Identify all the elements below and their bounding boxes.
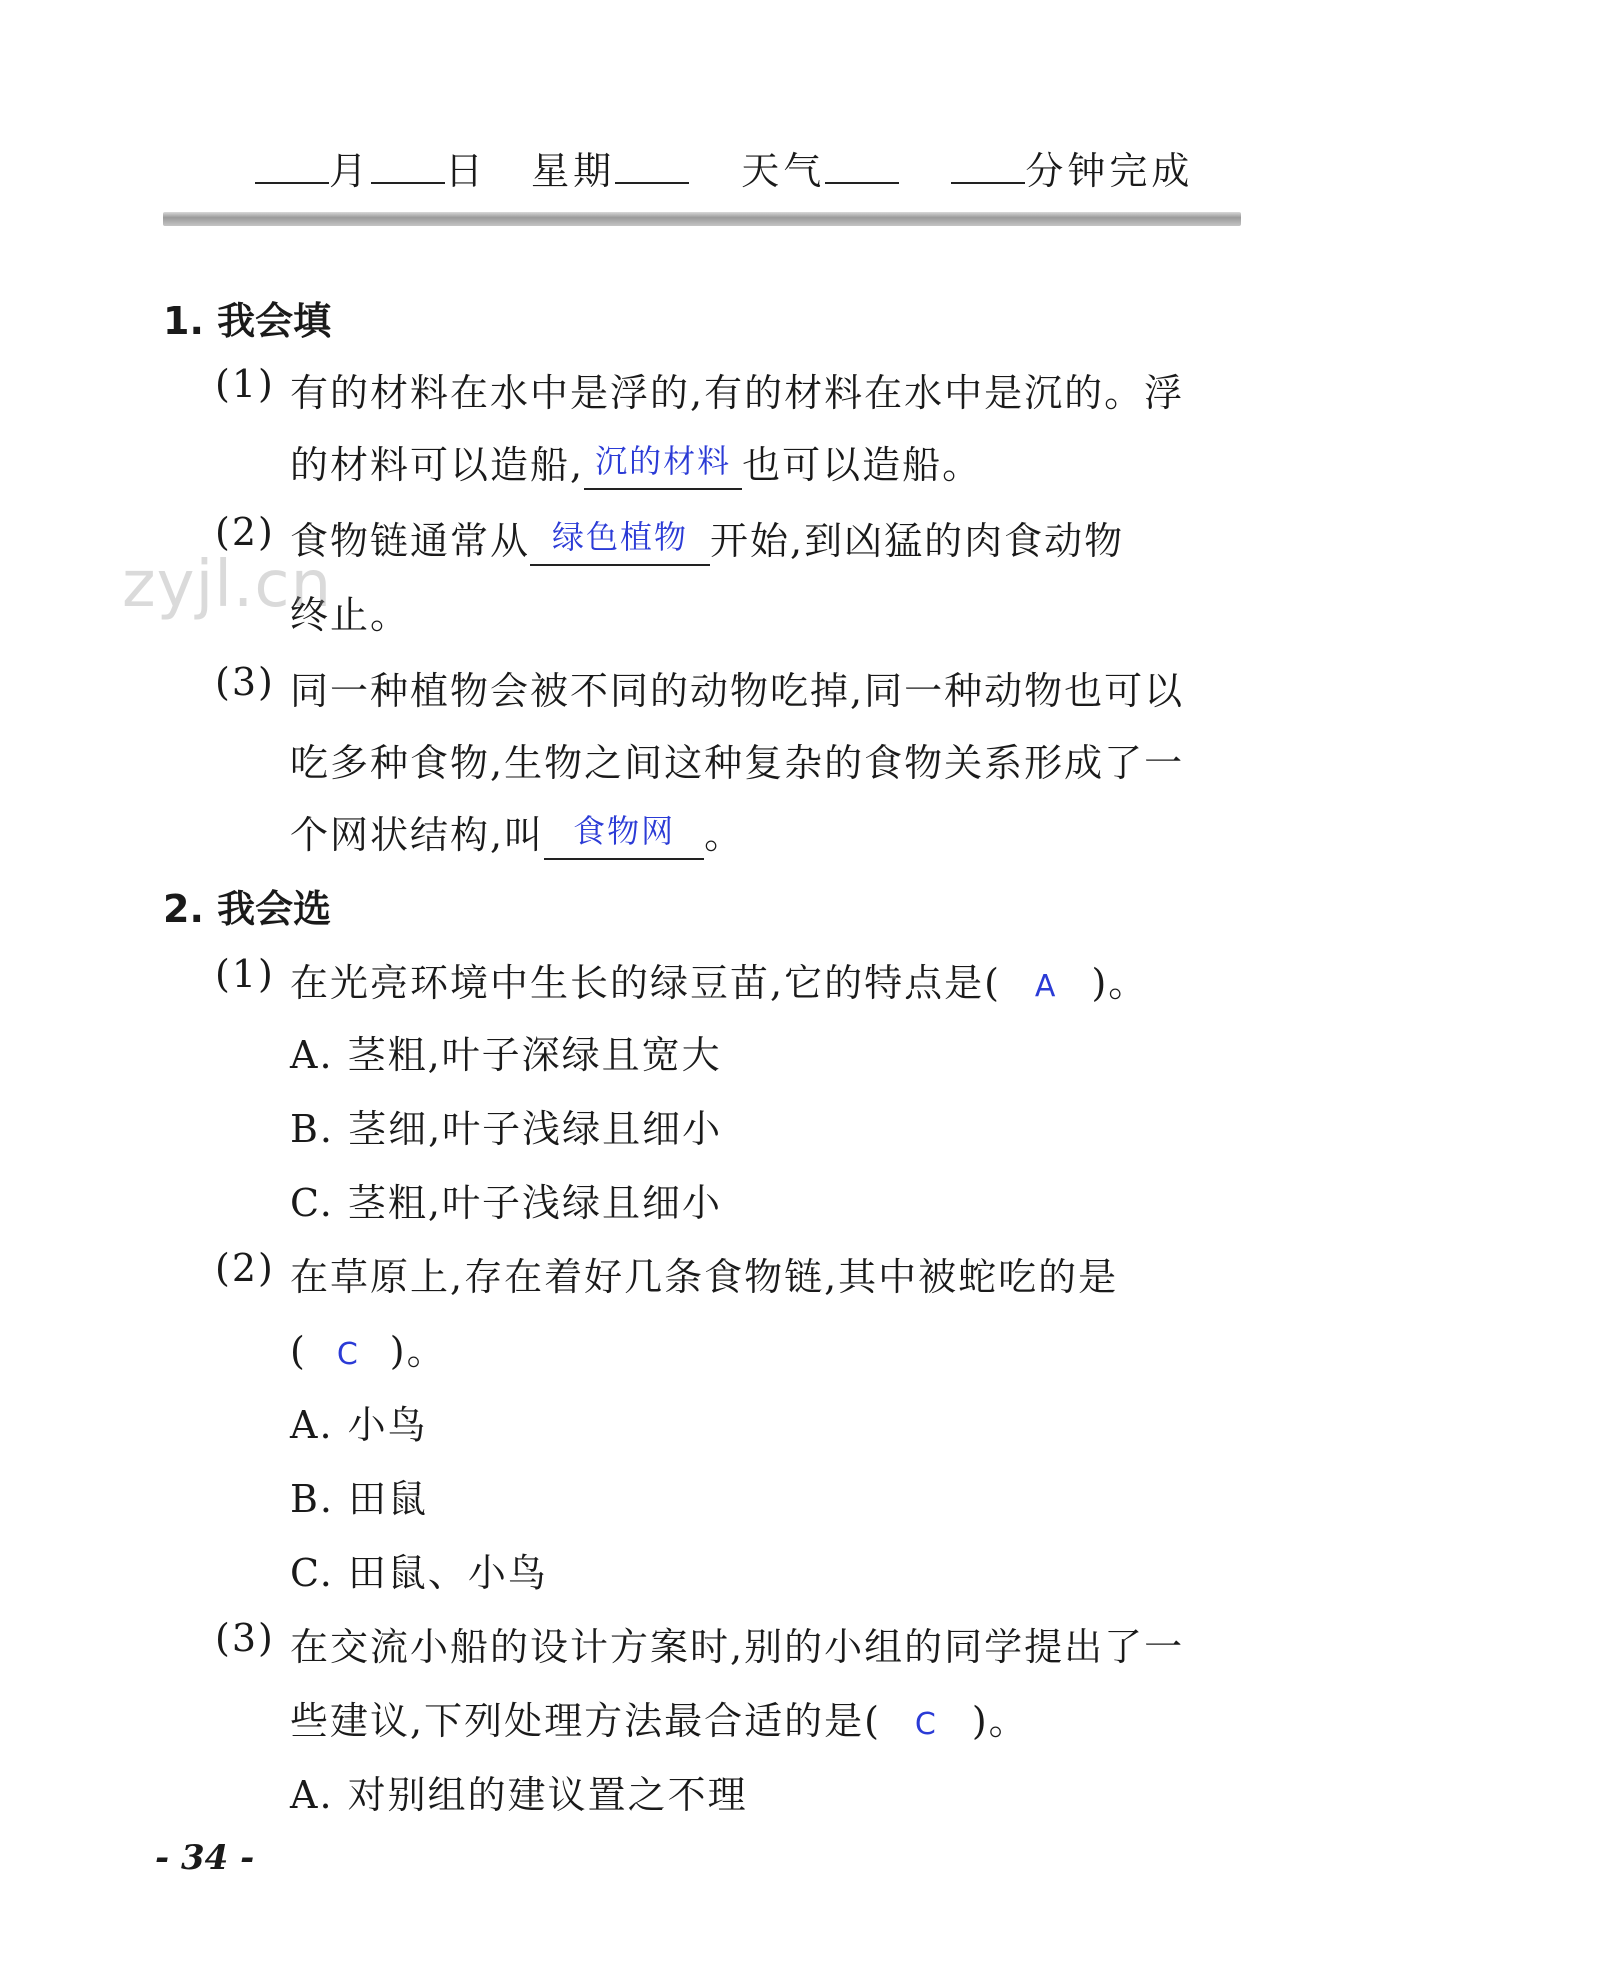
q1-3-line2: 吃多种食物,生物之间这种复杂的食物关系形成了一 — [290, 741, 1185, 785]
q2-1-stem-pre: 在光亮环境中生长的绿豆苗,它的特点是( — [290, 961, 1001, 1005]
q2-2-stem: 在草原上,存在着好几条食物链,其中被蛇吃的是 — [290, 1255, 1119, 1299]
q2-1-stem — [290, 952, 1148, 1007]
q1-2-answer: 绿色植物 — [552, 518, 689, 556]
weather-label: 天气 — [741, 149, 826, 193]
q1-3-num: (3) — [215, 660, 275, 704]
q2-2-option-b: B. 田鼠 — [290, 1477, 429, 1521]
day-blank[interactable] — [371, 152, 445, 184]
q2-1-num: (1) — [215, 952, 275, 996]
q2-1-option-a: A. 茎粗,叶子深绿且宽大 — [290, 1033, 722, 1077]
header-divider — [163, 212, 1241, 226]
q1-1-num: (1) — [215, 362, 275, 406]
q2-2-stem2-pre: ( — [290, 1329, 307, 1373]
q1-3-line3-post: 。 — [704, 813, 745, 857]
q2-2-answer[interactable]: C — [336, 1337, 360, 1372]
q2-3-stem: 在交流小船的设计方案时,别的小组的同学提出了一 — [290, 1625, 1185, 1669]
q1-1-line2-pre: 的材料可以造船, — [290, 443, 585, 487]
q2-1-stem-post: )。 — [1091, 961, 1149, 1005]
q1-1-answer: 沉的材料 — [595, 442, 732, 480]
q1-3-answer-blank[interactable] — [544, 812, 704, 860]
minutes-label: 分钟完成 — [1025, 149, 1194, 193]
q2-1-answer[interactable]: A — [1034, 969, 1058, 1004]
section-title-choose: 2. 我会选 — [163, 887, 332, 931]
weekday-label: 星期 — [531, 149, 616, 193]
weather-blank[interactable] — [825, 152, 899, 184]
page-number: - 34 - — [155, 1838, 255, 1878]
q1-2-line1-pre: 食物链通常从 — [290, 519, 531, 563]
q1-3-line3-pre: 个网状结构,叫 — [290, 813, 545, 857]
q2-3-option-a: A. 对别组的建议置之不理 — [290, 1773, 748, 1817]
q2-3-stem2 — [290, 1690, 1029, 1745]
q2-2-option-c: C. 田鼠、小鸟 — [290, 1551, 548, 1595]
q2-2-num: (2) — [215, 1246, 275, 1290]
minutes-blank[interactable] — [951, 152, 1025, 184]
q1-3-line1: 同一种植物会被不同的动物吃掉,同一种动物也可以 — [290, 669, 1185, 713]
weekday-blank[interactable] — [615, 152, 689, 184]
q1-1-answer-blank[interactable] — [584, 442, 742, 490]
q1-2-line1-post: 开始,到凶猛的肉食动物 — [710, 519, 1125, 563]
q2-2-stem2 — [290, 1320, 447, 1375]
month-blank[interactable] — [255, 152, 329, 184]
q2-2-option-a: A. 小鸟 — [290, 1403, 428, 1447]
q2-3-answer[interactable]: C — [914, 1707, 938, 1742]
q1-1-line1: 有的材料在水中是浮的,有的材料在水中是沉的。浮 — [290, 371, 1185, 415]
q1-3-line3 — [290, 804, 744, 860]
q2-1-option-c: C. 茎粗,叶子浅绿且细小 — [290, 1181, 722, 1225]
q2-2-stem2-post: )。 — [389, 1329, 447, 1373]
q2-1-option-b: B. 茎细,叶子浅绿且细小 — [290, 1107, 723, 1151]
q1-3-answer: 食物网 — [573, 812, 676, 850]
q1-2-line1 — [290, 510, 1124, 566]
q1-1-line2-post: 也可以造船。 — [742, 443, 983, 487]
month-label: 月 — [329, 149, 372, 193]
q2-3-num: (3) — [215, 1616, 275, 1660]
q2-3-stem2-pre: 些建议,下列处理方法最合适的是( — [290, 1699, 881, 1743]
q1-2-num: (2) — [215, 510, 275, 554]
q1-2-answer-blank[interactable] — [530, 518, 710, 566]
date-header — [255, 140, 1193, 195]
q1-2-line2: 终止。 — [290, 593, 411, 637]
q1-1-line2 — [290, 434, 982, 490]
watermark: zyjl.cn — [122, 548, 333, 622]
section-title-fill: 1. 我会填 — [163, 299, 332, 343]
q2-3-stem2-post: )。 — [971, 1699, 1029, 1743]
day-label: 日 — [445, 149, 488, 193]
